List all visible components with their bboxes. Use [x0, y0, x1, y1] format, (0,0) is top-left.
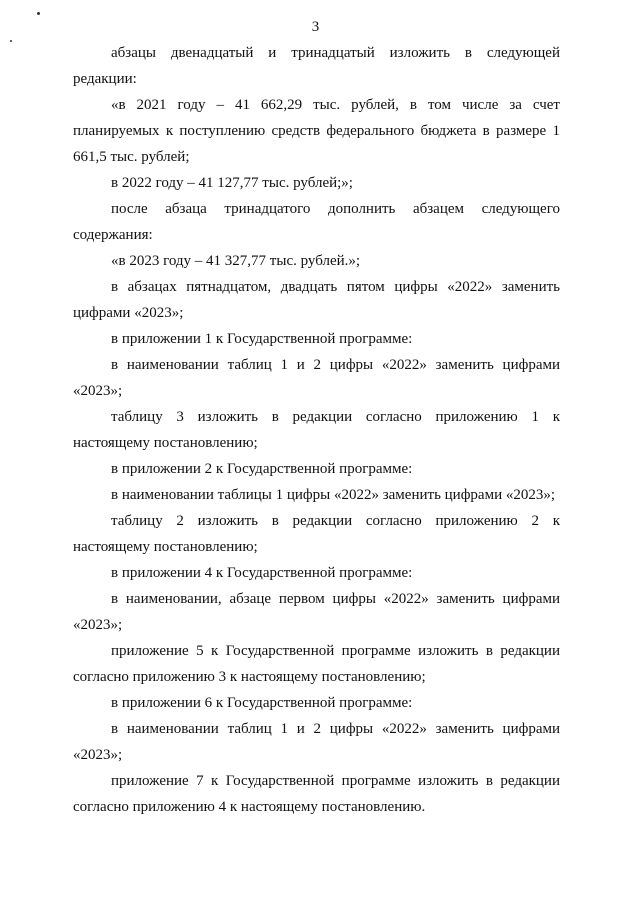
paragraph: приложение 5 к Государственной программе изложить в редакции согласно приложению 3 к настоящему постановлению;	[73, 643, 560, 685]
page-number: 3	[311, 19, 320, 35]
paragraph: в приложении 4 к Государственной программе:	[111, 565, 413, 581]
paragraph: «в 2023 году – 41 327,77 тыс. рублей.»;	[111, 253, 361, 269]
paragraph: в приложении 6 к Государственной программе:	[111, 695, 413, 711]
paragraph: абзацы двенадцатый и тринадцатый изложить в следующей редакции:	[73, 45, 560, 87]
document-body	[73, 40, 560, 820]
paragraph: в приложении 2 к Государственной программе:	[111, 461, 413, 477]
scan-speck	[10, 40, 12, 42]
paragraph: в наименовании таблицы 1 цифры «2022» заменить цифрами «2023»;	[111, 487, 556, 503]
paragraph: в наименовании таблиц 1 и 2 цифры «2022» заменить цифрами «2023»;	[73, 357, 560, 399]
paragraph: после абзаца тринадцатого дополнить абзацем следующего содержания:	[73, 201, 560, 243]
paragraph: в приложении 1 к Государственной программе:	[111, 331, 413, 347]
paragraph: таблицу 3 изложить в редакции согласно приложению 1 к настоящему постановлению;	[73, 409, 560, 451]
paragraph: в абзацах пятнадцатом, двадцать пятом цифры «2022» заменить цифрами «2023»;	[73, 279, 560, 321]
paragraph: в наименовании таблиц 1 и 2 цифры «2022» заменить цифрами «2023»;	[73, 721, 560, 763]
paragraph: «в 2021 году – 41 662,29 тыс. рублей, в том числе за счет планируемых к поступлению средств федерального бюджета в размере 1 661,5 тыс. рублей;	[73, 97, 560, 165]
paragraph: приложение 7 к Государственной программе изложить в редакции согласно приложению 4 к настоящему постановлению.	[73, 773, 560, 815]
paragraph: в наименовании, абзаце первом цифры «2022» заменить цифрами «2023»;	[73, 591, 560, 633]
scan-speck	[37, 12, 40, 15]
paragraph: таблицу 2 изложить в редакции согласно приложению 2 к настоящему постановлению;	[73, 513, 560, 555]
paragraph: в 2022 году – 41 127,77 тыс. рублей;»;	[111, 175, 353, 191]
